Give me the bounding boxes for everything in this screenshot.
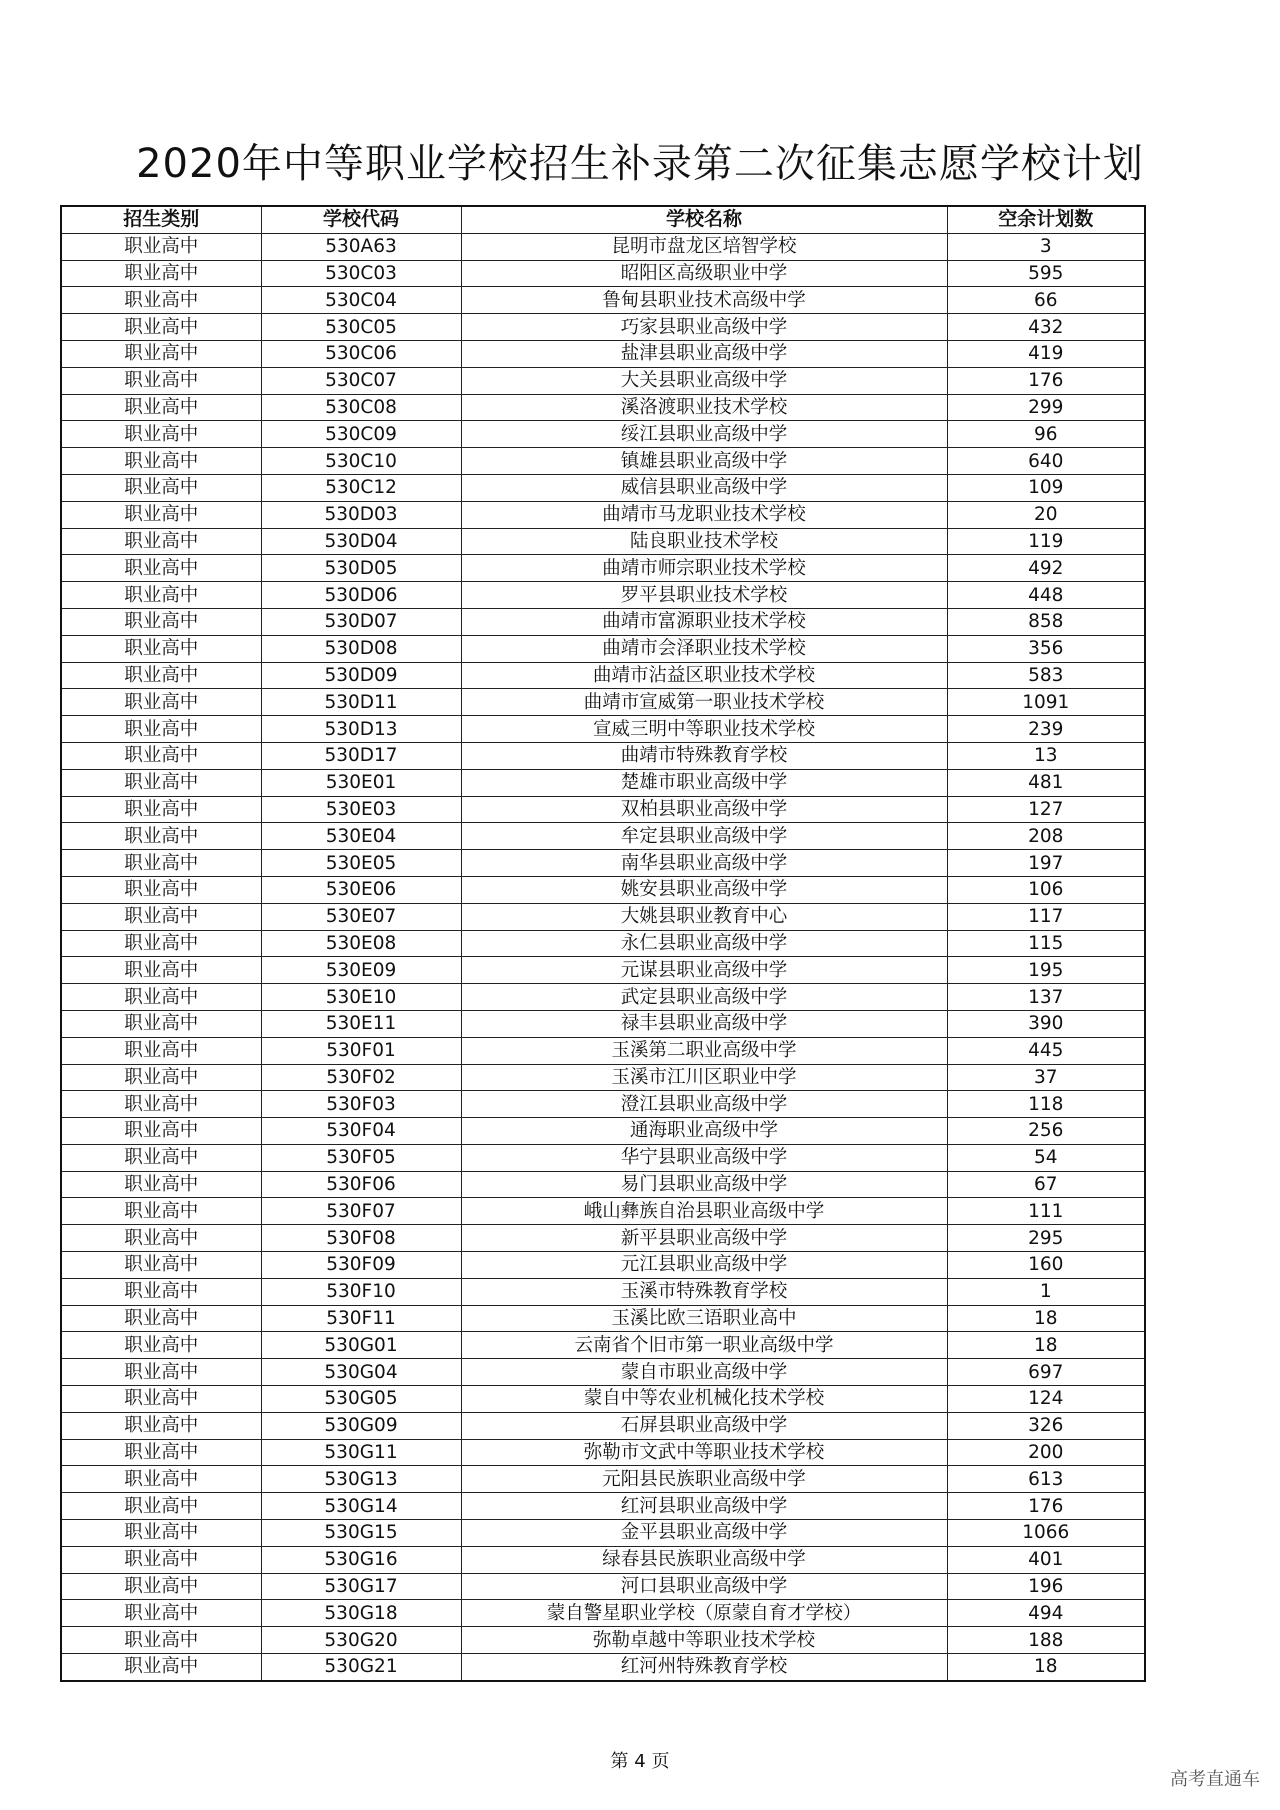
cell-school-name: 楚雄市职业高级中学 (461, 769, 947, 796)
cell-category: 职业高中 (61, 1520, 261, 1547)
cell-category: 职业高中 (61, 448, 261, 475)
table-row (61, 1359, 1145, 1386)
cell-category: 职业高中 (61, 1654, 261, 1681)
cell-category: 职业高中 (61, 876, 261, 903)
cell-remaining-quota: 20 (947, 501, 1145, 528)
cell-school-code: 530G13 (261, 1466, 461, 1493)
header-school-code: 学校代码 (261, 206, 461, 233)
table-row (61, 367, 1145, 394)
table-row (61, 1064, 1145, 1091)
cell-school-name: 禄丰县职业高级中学 (461, 1010, 947, 1037)
header-school-name: 学校名称 (461, 206, 947, 233)
table-row (61, 1037, 1145, 1064)
table-row (61, 689, 1145, 716)
table-row (61, 1600, 1145, 1627)
cell-category: 职业高中 (61, 1493, 261, 1520)
cell-remaining-quota: 239 (947, 716, 1145, 743)
cell-school-code: 530D03 (261, 501, 461, 528)
cell-school-name: 曲靖市马龙职业技术学校 (461, 501, 947, 528)
table-row (61, 1305, 1145, 1332)
cell-school-code: 530F02 (261, 1064, 461, 1091)
cell-category: 职业高中 (61, 769, 261, 796)
cell-category: 职业高中 (61, 528, 261, 555)
cell-category: 职业高中 (61, 1091, 261, 1118)
cell-school-name: 通海职业高级中学 (461, 1118, 947, 1145)
cell-remaining-quota: 196 (947, 1573, 1145, 1600)
table-row (61, 1493, 1145, 1520)
cell-school-name: 曲靖市宣威第一职业技术学校 (461, 689, 947, 716)
cell-school-code: 530C03 (261, 260, 461, 287)
cell-school-code: 530F06 (261, 1171, 461, 1198)
cell-school-code: 530F03 (261, 1091, 461, 1118)
cell-school-name: 昭阳区高级职业中学 (461, 260, 947, 287)
cell-school-name: 新平县职业高级中学 (461, 1225, 947, 1252)
cell-school-name: 镇雄县职业高级中学 (461, 448, 947, 475)
table-row (61, 850, 1145, 877)
cell-school-name: 牟定县职业高级中学 (461, 823, 947, 850)
cell-remaining-quota: 613 (947, 1466, 1145, 1493)
cell-category: 职业高中 (61, 314, 261, 341)
cell-school-code: 530D08 (261, 635, 461, 662)
cell-category: 职业高中 (61, 662, 261, 689)
cell-category: 职业高中 (61, 796, 261, 823)
cell-remaining-quota: 118 (947, 1091, 1145, 1118)
cell-remaining-quota: 66 (947, 287, 1145, 314)
cell-school-code: 530C07 (261, 367, 461, 394)
cell-school-code: 530G14 (261, 1493, 461, 1520)
table-row (61, 716, 1145, 743)
cell-school-name: 玉溪第二职业高级中学 (461, 1037, 947, 1064)
cell-school-name: 巧家县职业高级中学 (461, 314, 947, 341)
cell-school-code: 530E07 (261, 903, 461, 930)
cell-category: 职业高中 (61, 1627, 261, 1654)
table-row (61, 1412, 1145, 1439)
cell-category: 职业高中 (61, 233, 261, 260)
cell-remaining-quota: 127 (947, 796, 1145, 823)
cell-school-name: 金平县职业高级中学 (461, 1520, 947, 1547)
cell-school-code: 530C10 (261, 448, 461, 475)
cell-school-code: 530E08 (261, 930, 461, 957)
cell-remaining-quota: 356 (947, 635, 1145, 662)
cell-category: 职业高中 (61, 1064, 261, 1091)
table-row (61, 1466, 1145, 1493)
table-row (61, 394, 1145, 421)
table-row (61, 555, 1145, 582)
cell-school-code: 530E05 (261, 850, 461, 877)
cell-school-code: 530D04 (261, 528, 461, 555)
cell-remaining-quota: 448 (947, 582, 1145, 609)
table-row (61, 448, 1145, 475)
cell-category: 职业高中 (61, 689, 261, 716)
header-remaining-quota: 空余计划数 (947, 206, 1145, 233)
table-row (61, 1144, 1145, 1171)
cell-school-code: 530G20 (261, 1627, 461, 1654)
cell-category: 职业高中 (61, 930, 261, 957)
table-row (61, 1278, 1145, 1305)
cell-remaining-quota: 1 (947, 1278, 1145, 1305)
cell-category: 职业高中 (61, 1600, 261, 1627)
cell-school-name: 永仁县职业高级中学 (461, 930, 947, 957)
cell-remaining-quota: 3 (947, 233, 1145, 260)
cell-school-code: 530F11 (261, 1305, 461, 1332)
cell-school-name: 罗平县职业技术学校 (461, 582, 947, 609)
cell-school-code: 530D05 (261, 555, 461, 582)
cell-school-code: 530E09 (261, 957, 461, 984)
cell-school-code: 530C08 (261, 394, 461, 421)
cell-category: 职业高中 (61, 1386, 261, 1413)
cell-school-name: 绿春县民族职业高级中学 (461, 1546, 947, 1573)
cell-remaining-quota: 494 (947, 1600, 1145, 1627)
cell-category: 职业高中 (61, 1466, 261, 1493)
cell-category: 职业高中 (61, 1439, 261, 1466)
cell-school-name: 曲靖市特殊教育学校 (461, 742, 947, 769)
cell-school-name: 元阳县民族职业高级中学 (461, 1466, 947, 1493)
cell-remaining-quota: 195 (947, 957, 1145, 984)
cell-remaining-quota: 197 (947, 850, 1145, 877)
cell-remaining-quota: 13 (947, 742, 1145, 769)
table-header-row (61, 206, 1145, 233)
table-row (61, 957, 1145, 984)
cell-school-code: 530C04 (261, 287, 461, 314)
cell-remaining-quota: 109 (947, 474, 1145, 501)
cell-school-code: 530G18 (261, 1600, 461, 1627)
cell-school-code: 530C09 (261, 421, 461, 448)
cell-school-name: 峨山彝族自治县职业高级中学 (461, 1198, 947, 1225)
cell-remaining-quota: 481 (947, 769, 1145, 796)
cell-category: 职业高中 (61, 1359, 261, 1386)
cell-category: 职业高中 (61, 1412, 261, 1439)
table-row (61, 903, 1145, 930)
cell-remaining-quota: 119 (947, 528, 1145, 555)
cell-school-code: 530F05 (261, 1144, 461, 1171)
table-row (61, 287, 1145, 314)
header-category: 招生类别 (61, 206, 261, 233)
page-title: 2020年中等职业学校招生补录第二次征集志愿学校计划 (136, 141, 1144, 187)
page-number: 第 4 页 (610, 1751, 670, 1772)
cell-remaining-quota: 595 (947, 260, 1145, 287)
cell-school-code: 530F01 (261, 1037, 461, 1064)
table-row (61, 662, 1145, 689)
cell-remaining-quota: 176 (947, 1493, 1145, 1520)
cell-remaining-quota: 1091 (947, 689, 1145, 716)
cell-school-code: 530D06 (261, 582, 461, 609)
cell-school-name: 红河县职业高级中学 (461, 1493, 947, 1520)
cell-category: 职业高中 (61, 474, 261, 501)
cell-category: 职业高中 (61, 1573, 261, 1600)
cell-school-name: 澄江县职业高级中学 (461, 1091, 947, 1118)
cell-school-name: 石屏县职业高级中学 (461, 1412, 947, 1439)
cell-category: 职业高中 (61, 1305, 261, 1332)
cell-school-name: 宣威三明中等职业技术学校 (461, 716, 947, 743)
table-row (61, 1010, 1145, 1037)
cell-category: 职业高中 (61, 716, 261, 743)
table-row (61, 1573, 1145, 1600)
cell-school-name: 曲靖市富源职业技术学校 (461, 608, 947, 635)
table-row (61, 796, 1145, 823)
cell-school-name: 玉溪比欧三语职业高中 (461, 1305, 947, 1332)
cell-school-code: 530F08 (261, 1225, 461, 1252)
table-row (61, 930, 1145, 957)
table-row (61, 1332, 1145, 1359)
cell-category: 职业高中 (61, 1198, 261, 1225)
cell-school-name: 弥勒市文武中等职业技术学校 (461, 1439, 947, 1466)
table-row (61, 984, 1145, 1011)
table-row (61, 582, 1145, 609)
table-row (61, 421, 1145, 448)
cell-category: 职业高中 (61, 287, 261, 314)
cell-remaining-quota: 583 (947, 662, 1145, 689)
cell-category: 职业高中 (61, 1225, 261, 1252)
table-row (61, 1091, 1145, 1118)
cell-category: 职业高中 (61, 367, 261, 394)
cell-category: 职业高中 (61, 823, 261, 850)
cell-remaining-quota: 176 (947, 367, 1145, 394)
cell-category: 职业高中 (61, 1010, 261, 1037)
table-row (61, 608, 1145, 635)
table-row (61, 1546, 1145, 1573)
cell-remaining-quota: 188 (947, 1627, 1145, 1654)
table-row (61, 1198, 1145, 1225)
cell-school-name: 曲靖市会泽职业技术学校 (461, 635, 947, 662)
cell-category: 职业高中 (61, 340, 261, 367)
cell-category: 职业高中 (61, 608, 261, 635)
cell-category: 职业高中 (61, 903, 261, 930)
cell-school-code: 530D17 (261, 742, 461, 769)
cell-remaining-quota: 1066 (947, 1520, 1145, 1547)
cell-remaining-quota: 401 (947, 1546, 1145, 1573)
table-row (61, 742, 1145, 769)
cell-school-name: 曲靖市沾益区职业技术学校 (461, 662, 947, 689)
cell-school-code: 530C06 (261, 340, 461, 367)
cell-school-name: 蒙自警星职业学校（原蒙自育才学校） (461, 1600, 947, 1627)
cell-remaining-quota: 419 (947, 340, 1145, 367)
cell-school-name: 红河州特殊教育学校 (461, 1654, 947, 1681)
cell-remaining-quota: 18 (947, 1654, 1145, 1681)
cell-category: 职业高中 (61, 984, 261, 1011)
table-row (61, 1386, 1145, 1413)
cell-school-name: 蒙自市职业高级中学 (461, 1359, 947, 1386)
table-row (61, 474, 1145, 501)
cell-school-code: 530G16 (261, 1546, 461, 1573)
cell-school-code: 530E06 (261, 876, 461, 903)
table-row (61, 1654, 1145, 1681)
cell-school-code: 530E04 (261, 823, 461, 850)
table-row (61, 1520, 1145, 1547)
cell-category: 职业高中 (61, 850, 261, 877)
cell-remaining-quota: 299 (947, 394, 1145, 421)
cell-remaining-quota: 432 (947, 314, 1145, 341)
cell-school-name: 蒙自中等农业机械化技术学校 (461, 1386, 947, 1413)
table-row (61, 1225, 1145, 1252)
cell-school-name: 元谋县职业高级中学 (461, 957, 947, 984)
table-row (61, 1627, 1145, 1654)
cell-school-name: 盐津县职业高级中学 (461, 340, 947, 367)
cell-school-name: 溪洛渡职业技术学校 (461, 394, 947, 421)
cell-school-code: 530G17 (261, 1573, 461, 1600)
table-row (61, 1439, 1145, 1466)
cell-category: 职业高中 (61, 1037, 261, 1064)
cell-school-code: 530F09 (261, 1252, 461, 1279)
table-row (61, 635, 1145, 662)
cell-school-name: 华宁县职业高级中学 (461, 1144, 947, 1171)
table-row (61, 340, 1145, 367)
table-row (61, 260, 1145, 287)
table-row (61, 1118, 1145, 1145)
cell-category: 职业高中 (61, 1332, 261, 1359)
cell-category: 职业高中 (61, 1546, 261, 1573)
cell-school-name: 大姚县职业教育中心 (461, 903, 947, 930)
cell-remaining-quota: 697 (947, 1359, 1145, 1386)
cell-category: 职业高中 (61, 1252, 261, 1279)
cell-category: 职业高中 (61, 635, 261, 662)
cell-school-code: 530D09 (261, 662, 461, 689)
cell-remaining-quota: 160 (947, 1252, 1145, 1279)
cell-remaining-quota: 858 (947, 608, 1145, 635)
cell-remaining-quota: 106 (947, 876, 1145, 903)
table-row (61, 1171, 1145, 1198)
cell-remaining-quota: 390 (947, 1010, 1145, 1037)
cell-remaining-quota: 111 (947, 1198, 1145, 1225)
cell-remaining-quota: 96 (947, 421, 1145, 448)
cell-school-name: 昆明市盘龙区培智学校 (461, 233, 947, 260)
cell-school-code: 530G15 (261, 1520, 461, 1547)
cell-remaining-quota: 67 (947, 1171, 1145, 1198)
cell-school-name: 绥江县职业高级中学 (461, 421, 947, 448)
cell-school-name: 陆良职业技术学校 (461, 528, 947, 555)
cell-school-name: 武定县职业高级中学 (461, 984, 947, 1011)
cell-school-code: 530G05 (261, 1386, 461, 1413)
cell-school-code: 530E11 (261, 1010, 461, 1037)
cell-school-name: 易门县职业高级中学 (461, 1171, 947, 1198)
cell-school-name: 威信县职业高级中学 (461, 474, 947, 501)
cell-school-code: 530E01 (261, 769, 461, 796)
cell-remaining-quota: 18 (947, 1332, 1145, 1359)
cell-remaining-quota: 295 (947, 1225, 1145, 1252)
cell-school-name: 玉溪市江川区职业中学 (461, 1064, 947, 1091)
cell-category: 职业高中 (61, 957, 261, 984)
cell-school-code: 530F07 (261, 1198, 461, 1225)
cell-category: 职业高中 (61, 1144, 261, 1171)
cell-remaining-quota: 37 (947, 1064, 1145, 1091)
cell-school-name: 河口县职业高级中学 (461, 1573, 947, 1600)
cell-remaining-quota: 640 (947, 448, 1145, 475)
cell-remaining-quota: 54 (947, 1144, 1145, 1171)
cell-remaining-quota: 200 (947, 1439, 1145, 1466)
cell-remaining-quota: 117 (947, 903, 1145, 930)
cell-school-name: 元江县职业高级中学 (461, 1252, 947, 1279)
cell-school-name: 云南省个旧市第一职业高级中学 (461, 1332, 947, 1359)
table-body (61, 233, 1145, 1681)
cell-school-code: 530D11 (261, 689, 461, 716)
cell-school-code: 530F10 (261, 1278, 461, 1305)
cell-remaining-quota: 256 (947, 1118, 1145, 1145)
table-row (61, 823, 1145, 850)
cell-school-code: 530D07 (261, 608, 461, 635)
cell-school-code: 530G21 (261, 1654, 461, 1681)
cell-remaining-quota: 492 (947, 555, 1145, 582)
cell-remaining-quota: 124 (947, 1386, 1145, 1413)
cell-school-code: 530G09 (261, 1412, 461, 1439)
table-row (61, 769, 1145, 796)
cell-school-code: 530E10 (261, 984, 461, 1011)
cell-school-name: 南华县职业高级中学 (461, 850, 947, 877)
cell-category: 职业高中 (61, 1278, 261, 1305)
cell-remaining-quota: 208 (947, 823, 1145, 850)
watermark: 高考直通车 (1170, 1769, 1260, 1790)
plan-table (60, 205, 1146, 1682)
cell-school-name: 大关县职业高级中学 (461, 367, 947, 394)
cell-school-name: 双柏县职业高级中学 (461, 796, 947, 823)
cell-school-code: 530G01 (261, 1332, 461, 1359)
table-row (61, 233, 1145, 260)
cell-school-name: 鲁甸县职业技术高级中学 (461, 287, 947, 314)
cell-category: 职业高中 (61, 1118, 261, 1145)
cell-remaining-quota: 445 (947, 1037, 1145, 1064)
cell-remaining-quota: 137 (947, 984, 1145, 1011)
cell-school-code: 530C12 (261, 474, 461, 501)
table-row (61, 876, 1145, 903)
cell-school-name: 曲靖市师宗职业技术学校 (461, 555, 947, 582)
cell-school-code: 530G11 (261, 1439, 461, 1466)
cell-category: 职业高中 (61, 1171, 261, 1198)
cell-remaining-quota: 115 (947, 930, 1145, 957)
table-row (61, 501, 1145, 528)
cell-category: 职业高中 (61, 555, 261, 582)
table-row (61, 314, 1145, 341)
cell-category: 职业高中 (61, 260, 261, 287)
cell-category: 职业高中 (61, 742, 261, 769)
cell-category: 职业高中 (61, 501, 261, 528)
cell-school-code: 530C05 (261, 314, 461, 341)
cell-school-name: 玉溪市特殊教育学校 (461, 1278, 947, 1305)
cell-school-code: 530A63 (261, 233, 461, 260)
table-row (61, 528, 1145, 555)
cell-school-name: 姚安县职业高级中学 (461, 876, 947, 903)
table-row (61, 1252, 1145, 1279)
cell-school-code: 530D13 (261, 716, 461, 743)
cell-remaining-quota: 326 (947, 1412, 1145, 1439)
cell-category: 职业高中 (61, 421, 261, 448)
cell-remaining-quota: 18 (947, 1305, 1145, 1332)
cell-school-name: 弥勒卓越中等职业技术学校 (461, 1627, 947, 1654)
cell-school-code: 530G04 (261, 1359, 461, 1386)
cell-school-code: 530E03 (261, 796, 461, 823)
cell-category: 职业高中 (61, 582, 261, 609)
cell-category: 职业高中 (61, 394, 261, 421)
cell-school-code: 530F04 (261, 1118, 461, 1145)
